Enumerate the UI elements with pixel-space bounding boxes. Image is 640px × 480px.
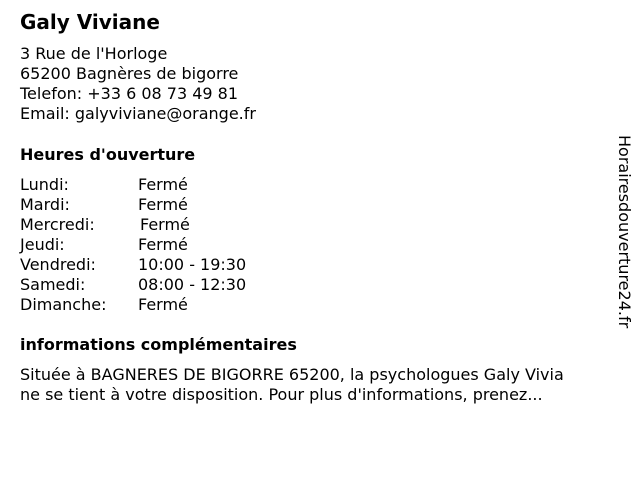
hours-row-monday bbox=[20, 175, 246, 195]
hours-row-thursday bbox=[20, 235, 246, 255]
additional-info-heading: informations complémentaires bbox=[20, 335, 297, 354]
day-label: Lundi: bbox=[20, 175, 69, 194]
opening-hours-list bbox=[20, 175, 246, 315]
day-hours: Fermé bbox=[138, 195, 188, 214]
info-line-2: ne se tient à votre disposition. Pour plus d'informations, prenez... bbox=[20, 385, 543, 404]
day-hours: 10:00 - 19:30 bbox=[138, 255, 247, 274]
day-hours: Fermé bbox=[138, 175, 188, 194]
phone-line: Telefon: +33 6 08 73 49 81 bbox=[20, 84, 239, 103]
day-label: Vendredi: bbox=[20, 255, 96, 274]
city-line: 65200 Bagnères de bigorre bbox=[20, 64, 239, 83]
site-watermark: Horairesdouverture24.fr bbox=[615, 135, 634, 329]
hours-row-saturday bbox=[20, 275, 246, 295]
hours-row-sunday bbox=[20, 295, 246, 315]
additional-info-text bbox=[20, 365, 590, 405]
street-address: 3 Rue de l'Horloge bbox=[20, 44, 168, 63]
address-block bbox=[20, 44, 256, 124]
day-label: Dimanche: bbox=[20, 295, 107, 314]
day-label: Mercredi: bbox=[20, 215, 95, 234]
day-label: Samedi: bbox=[20, 275, 86, 294]
business-name: Galy Viviane bbox=[20, 10, 160, 34]
hours-row-tuesday bbox=[20, 195, 246, 215]
day-label: Jeudi: bbox=[20, 235, 65, 254]
email-line: Email: galyviviane@orange.fr bbox=[20, 104, 256, 123]
hours-row-wednesday bbox=[20, 215, 246, 235]
day-hours: Fermé bbox=[140, 215, 190, 234]
day-hours: Fermé bbox=[138, 295, 188, 314]
day-label: Mardi: bbox=[20, 195, 70, 214]
hours-row-friday bbox=[20, 255, 246, 275]
opening-hours-heading: Heures d'ouverture bbox=[20, 145, 196, 164]
day-hours: Fermé bbox=[138, 235, 188, 254]
info-line-1: Située à BAGNERES DE BIGORRE 65200, la psychologues Galy Vivia bbox=[20, 365, 564, 384]
day-hours: 08:00 - 12:30 bbox=[138, 275, 247, 294]
